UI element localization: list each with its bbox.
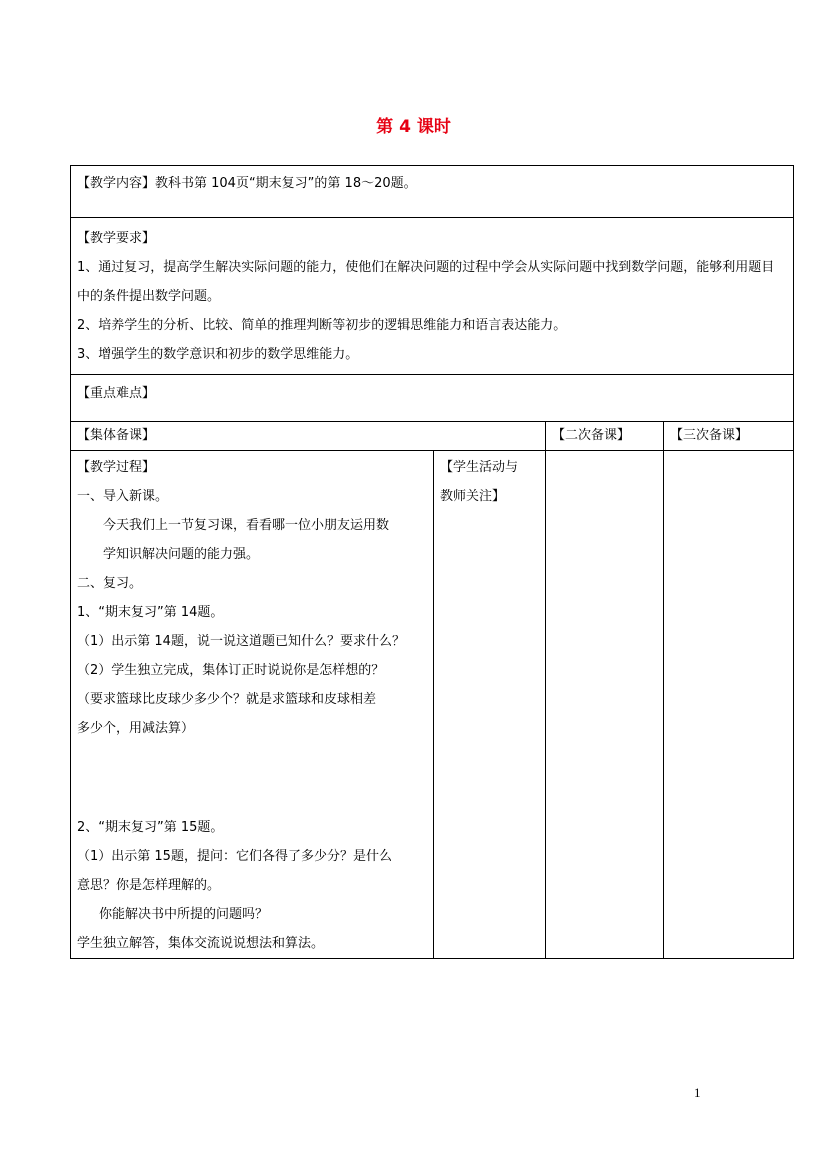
q14-step-2: （2）学生独立完成，集体订正时说说你是怎样想的？: [77, 663, 385, 678]
process-heading: 【教学过程】: [77, 460, 156, 475]
third-prep-cell: [664, 451, 794, 959]
teaching-requirements-cell: [71, 218, 794, 375]
student-activity-cell: [434, 451, 546, 959]
intro-text-line-2: 学知识解决问题的能力强。: [103, 547, 260, 562]
section-review-title: 二、复习。: [77, 576, 143, 591]
requirement-item-3: 3、增强学生的数学意识和初步的数学思维能力。: [77, 347, 359, 362]
prep-header-row: [71, 422, 794, 451]
q14-title: 1、“期末复习”第 14题。: [77, 605, 224, 620]
q15-title: 2、“期末复习”第 15题。: [77, 820, 224, 835]
teaching-content-row: [71, 166, 794, 218]
section-intro-title: 一、导入新课。: [77, 489, 169, 504]
q14-note-line-2: 多少个，用减法算）: [77, 721, 195, 736]
second-prep-cell: [546, 451, 664, 959]
key-points-heading: 【重点难点】: [77, 386, 156, 401]
page-title: 第 4 课时: [376, 117, 451, 137]
requirement-item-2: 2、培养学生的分析、比较、简单的推理判断等初步的逻辑思维能力和语言表达能力。: [77, 318, 567, 333]
q15-solve: 学生独立解答，集体交流说说想法和算法。: [77, 936, 325, 951]
blank-space: [77, 743, 427, 813]
collective-prep-header: 【集体备课】: [71, 422, 546, 451]
teaching-content-cell: [71, 166, 794, 218]
teaching-content-text: 【教学内容】教科书第 104页“期末复习”的第 18～20题。: [77, 176, 417, 191]
page-number: 1: [694, 1085, 701, 1100]
q14-step-1: （1）出示第 14题，说一说这道题已知什么？要求什么？: [77, 634, 405, 649]
student-activity-line-1: 【学生活动与: [440, 460, 519, 475]
student-activity-line-2: 教师关注】: [440, 489, 506, 504]
key-points-row: [71, 375, 794, 422]
key-points-cell: [71, 375, 794, 422]
intro-text-line-1: 今天我们上一节复习课，看看哪一位小朋友运用数: [103, 518, 390, 533]
q14-note-line-1: （要求篮球比皮球少多少个？就是求篮球和皮球相差: [77, 692, 377, 707]
teaching-process-row: [71, 451, 794, 959]
lesson-plan-table: [70, 165, 794, 959]
requirement-item-1: 1、通过复习，提高学生解决实际问题的能力，使他们在解决问题的过程中学会从实际问题中找到数学问题，能够利用题目中的条件提出数学问题。: [77, 260, 775, 304]
third-prep-header: 【三次备课】: [664, 422, 794, 451]
teaching-requirements-row: [71, 218, 794, 375]
q15-step-1-line-1: （1）出示第 15题，提问：它们各得了多少分？是什么: [77, 849, 392, 864]
teaching-process-cell: [71, 451, 434, 959]
q15-question: 你能解决书中所提的问题吗？: [99, 907, 269, 922]
second-prep-header: 【二次备课】: [546, 422, 664, 451]
requirements-heading: 【教学要求】: [77, 231, 156, 246]
q15-step-1-line-2: 意思？你是怎样理解的。: [77, 878, 221, 893]
